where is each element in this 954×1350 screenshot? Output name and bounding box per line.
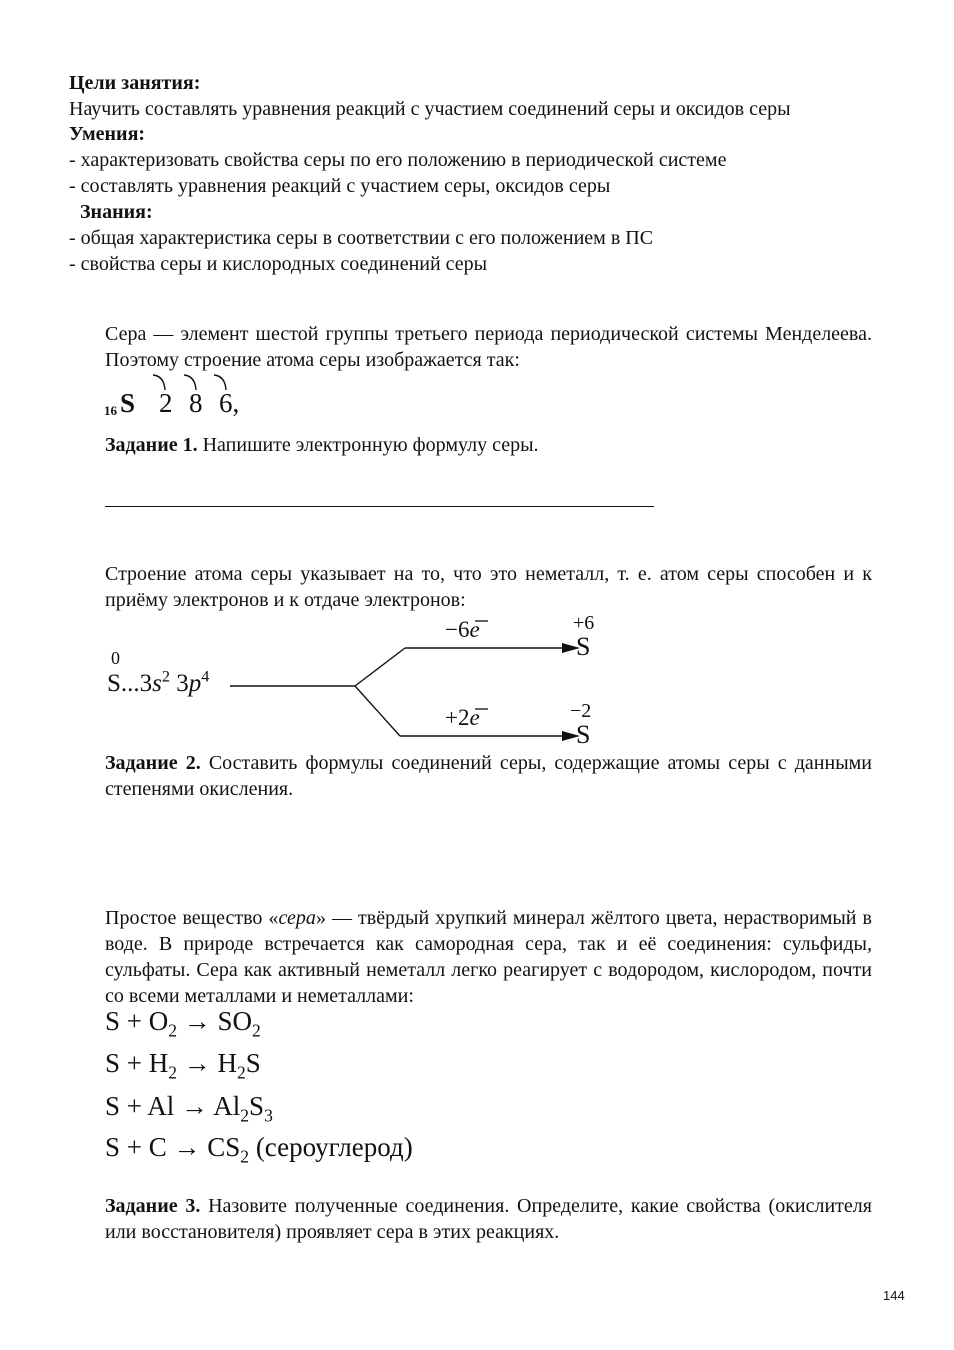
skill-item: - составлять уравнения реакций с участием серы, оксидов серы	[69, 175, 611, 197]
task-1-text: Напишите электронную формулу серы.	[197, 434, 539, 456]
task-3-text: Назовите полученные соединения. Определите, какие свойства (окислителя или восстановителя) проявляет сера в этих реакциях.	[105, 1195, 872, 1243]
knowledge-item: - свойства серы и кислородных соединений серы	[69, 253, 488, 275]
knowledge-item: - общая характеристика серы в соответствии с его положением в ПС	[69, 227, 654, 249]
electron-config: $S...3s^2$ $3p^4$	[107, 667, 210, 697]
shell-electrons: 2	[159, 388, 173, 418]
sulfur-intro-paragraph: Сера — элемент шестой группы третьего периода периодической системы Менделеева. Поэтому строение атома серы изображается так:	[105, 323, 872, 371]
atom-symbol: S	[120, 388, 136, 418]
atomic-number: 16	[104, 403, 117, 418]
lower-oxidation-state: −2	[570, 700, 592, 722]
lower-sulfur-symbol: S	[576, 720, 591, 749]
task-1	[105, 432, 539, 458]
skill-item: - характеризовать свойства серы по его положению в периодической системе	[69, 149, 727, 171]
knowledge-title: Знания:	[80, 201, 153, 223]
goals-text: Научить составлять уравнения реакций с участием соединений серы и оксидов серы	[69, 98, 791, 120]
task-2	[105, 750, 872, 802]
answer-line[interactable]	[105, 506, 654, 507]
goals-title: Цели занятия:	[69, 72, 201, 94]
shell-arcs	[104, 370, 264, 394]
upper-electron-label: −6e	[445, 617, 480, 642]
upper-oxidation-state: +6	[573, 612, 595, 634]
task-3	[105, 1193, 872, 1245]
page-number: 144	[883, 1288, 905, 1303]
task-1-label: Задание 1.	[105, 434, 198, 456]
equation: $S + H_2 \to H_2S$	[105, 1048, 261, 1083]
equation: $S + O_2 \to SO_2$	[105, 1006, 261, 1041]
simple-substance-paragraph: Простое вещество «сера» — твёрдый хрупкий минерал жёлтого цвета, нерастворимый в воде. В природе встречается как самородная сера, так и её соединения: сульфиды, сульфаты. Сера как активный неметалл легко реагирует с водородом, кислородом, почти со всеми металлами и неметаллами:	[105, 907, 872, 1007]
equation: $S + Al \to Al_2S_3$	[105, 1091, 273, 1126]
start-oxidation-state: 0	[111, 648, 120, 668]
nonmetal-paragraph: Строение атома серы указывает на то, что это неметалл, т. е. атом серы способен и к приёму электронов и к отдаче электронов:	[105, 563, 872, 611]
skills-title: Умения:	[69, 123, 146, 145]
shell-electrons: 6,	[219, 388, 240, 418]
task-3-label: Задание 3.	[105, 1195, 201, 1217]
upper-sulfur-symbol: S	[576, 632, 591, 661]
shell-electrons: 8	[189, 388, 203, 418]
task-2-label: Задание 2.	[105, 752, 201, 774]
lower-electron-label: +2e	[445, 705, 480, 730]
equation: $S + C \to CS_2$ (сероуглерод)	[105, 1132, 413, 1167]
task-2-text: Составить формулы соединений серы, содержащие атомы серы с данными степенями окисления.	[105, 752, 872, 800]
electron-transfer-diagram	[100, 612, 610, 752]
atom-structure	[104, 370, 264, 422]
